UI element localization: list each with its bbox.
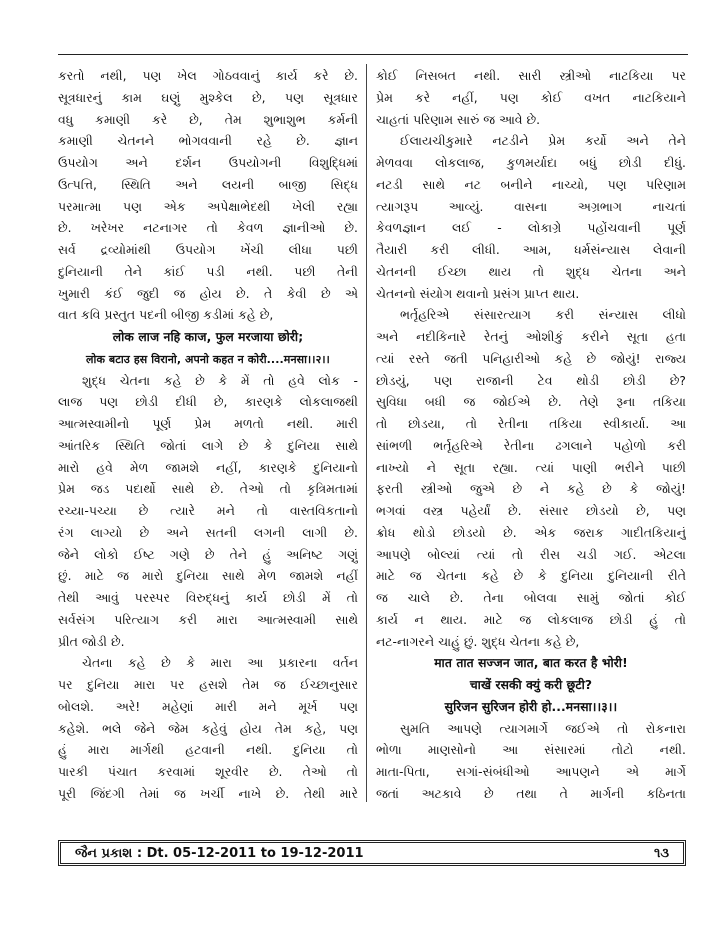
right-column-line: ફરતી સ્ત્રીઓ જુએ છે ને કહે છે કે જોયું! bbox=[376, 482, 686, 497]
publication-info: જૈન પ્રકાશ : Dt. 05-12-2011 to 19-12-2011 bbox=[75, 846, 364, 861]
left-column-line: છે. ખરેખર નટનાગર તો કેવળ જ્ઞાનીઓ છે. bbox=[58, 221, 358, 236]
right-column-line: માટે જ ચેતના કહે છે કે દુનિયા દુનિયાની રીતે bbox=[376, 569, 686, 584]
left-column-line: ચેતના કહે છે કે મારા આ પ્રકારના વર્તન bbox=[82, 656, 358, 671]
right-column-line: પ્રેમ કરે નહીં, પણ કોઈ વખત નાટકિયાને bbox=[376, 90, 686, 105]
right-column-line: चाखें रसकी क्युं करी छूटी? bbox=[469, 678, 593, 692]
top-rule bbox=[58, 54, 688, 55]
left-column-line: આત્મસ્વામીનો પૂર્ણ પ્રેમ મળતો નથી. મારી bbox=[58, 417, 358, 431]
left-column-line: વધુ કમાણી કરે છે, તેમ શુભાશુભ કર્મની bbox=[58, 112, 358, 127]
left-column-line: પૂરી જિંદગી તેમાં જ ખર્ચી નાખે છે. તેથી મારે bbox=[58, 786, 358, 801]
right-column-line: ચેતનની ઈચ્છા થાય તો શુદ્ધ ચેતના અને bbox=[376, 264, 686, 279]
left-column-line: પારકી પંચાત કરવામાં શૂરવીર છે. તેઓ તો bbox=[58, 765, 358, 779]
left-column-line: ઉત્પત્તિ, સ્થિતિ અને લયની બાજી સિદ્ધ bbox=[58, 177, 358, 192]
right-column-line: માતા-પિતા, સગાં-સંબંધીઓ આપણને એ માર્ગે bbox=[376, 765, 686, 779]
left-column-line: લાજ પણ છોડી દીધી છે, કારણકે લોકલાજથી bbox=[58, 395, 358, 410]
left-column-line: કહેશે. ભલે જેને જેમ કહેવું હોય તેમ કહે, પણ bbox=[58, 721, 358, 736]
left-column-line: છું. માટે જ મારો દુનિયા સાથે મેળ જામશે નહીં bbox=[58, 569, 358, 584]
left-column-line: રંગ લાગ્યો છે અને સતની લગની લાગી છે. bbox=[58, 525, 358, 540]
left-column-line: પરમાત્મા પણ એક અપેક્ષાભેદથી ખેલી રહ્યા bbox=[58, 199, 358, 214]
left-column-line: ખુમારી કંઈ જુદી જ હોય છે. તે કેવી છે એ bbox=[58, 286, 358, 301]
left-column-line: પર દુનિયા મારા પર હસશે તેમ જ ઈચ્છાનુસાર bbox=[58, 678, 358, 692]
left-column-line: लोक बटाउ हस विरानो, अपनो कहत न कोरी....मनसा।।२।। bbox=[86, 352, 330, 366]
left-column-line: ઉપયોગ અને દર્શન ઉપયોગની વિશુદ્ધિમાં bbox=[58, 156, 358, 170]
right-column-line: ભોળા માણસોનો આ સંસારમાં તોટો નથી. bbox=[376, 743, 686, 758]
right-column bbox=[376, 66, 686, 806]
right-column-line: જતાં અટકાવે છે તથા તે માર્ગની કઠિનતા bbox=[376, 786, 686, 801]
left-column-line: સર્વ દ્રવ્યોમાંથી ઉપયોગ ખેંચી લીધા પછી bbox=[58, 243, 358, 257]
left-column-line: કમાણી ચેતનને ભોગવવાની રહે છે. જ્ઞાન bbox=[58, 134, 358, 149]
right-column-line: સુમતિ આપણે ત્યાગમાર્ગે જઈએ તો રોકનારા bbox=[400, 721, 686, 736]
right-column-line: આપણે બોલ્યાં ત્યાં તો રીસ ચડી ગઈ. એટલા bbox=[376, 547, 686, 562]
left-column-line: રચ્યા-પચ્યા છે ત્યારે મને તો વાસ્તવિકતાનો bbox=[58, 504, 358, 518]
left-column-line: હું મારા માર્ગથી હટવાની નથી. દુનિયા તો bbox=[58, 743, 358, 758]
right-column-line: નટ-નાગરને ચાહું છું. શુદ્ધ ચેતના કહે છે, bbox=[376, 634, 580, 649]
right-column-line: ભગવાં વસ્ત્ર પહેર્યાં છે. સંસાર છોડયો છે, પણ bbox=[376, 504, 686, 518]
page-number: ૧૩ bbox=[653, 846, 669, 861]
right-column-line: કોઈ નિસબત નથી. સારી સ્ત્રીઓ નાટકિયા પર bbox=[376, 69, 686, 83]
right-column-line: સુવિધા બધી જ જોઈએ છે. તેણે રૂના તકિયા bbox=[376, 395, 686, 410]
left-column bbox=[58, 66, 358, 806]
left-column-line: બોલશે. અરે! મહેણાં મારી મને મૂર્ખ પણ bbox=[58, 699, 358, 714]
left-column-line: સર્વસંગ પરિત્યાગ કરી મારા આત્મસ્વામી સાથે bbox=[58, 612, 358, 627]
left-column-line: મારો હવે મેળ જામશે નહીં, કારણકે દુનિયાનો bbox=[58, 460, 358, 475]
right-column-line: ક્રોધ થોડો છોડયો છે. એક જરાક ગાદીતકિયાનું bbox=[376, 525, 686, 540]
column-divider bbox=[366, 64, 367, 802]
left-column-line: પ્રીત જોડી છે. bbox=[58, 634, 125, 649]
right-column-line: ત્યાગરૂપ આવ્યું. વાસના અગ્રભાગ નાચતાં bbox=[376, 199, 686, 214]
left-column-line: लोक लाज नहि काज, फुल मरजाया छोरी; bbox=[112, 330, 304, 344]
right-column-line: મેળવવા લોકલાજ, કુળમર્યાદા બધું છોડી દીધું. bbox=[376, 156, 686, 170]
right-column-line: નટડી સાથે નટ બનીને નાચ્યો, પણ પરિણામ bbox=[376, 177, 686, 192]
right-column-line: તૈયારી કરી લીધી. આમ, ધર્મસંન્યાસ લેવાની bbox=[376, 243, 686, 257]
right-column-line: ચાહતાં પરિણામ સારું જ આવે છે. bbox=[376, 112, 541, 127]
right-column-line: કેવળજ્ઞાન લઈ - લોકાગ્રે પહોંચવાની પૂર્ણ bbox=[376, 221, 686, 236]
left-column-line: વાત કવિ પ્રસ્તુત પદની બીજી કડીમાં કહે છે, bbox=[58, 308, 274, 323]
right-column-line: ચેતનનો સંયોગ થવાનો પ્રસંગ પ્રાપ્ત થાય. bbox=[376, 286, 580, 301]
right-column-line: मात तात सज्जन जात, बात करत है भोरी! bbox=[434, 656, 628, 671]
right-column-line: ભર્તૃહરિએ સંસારત્યાગ કરી સંન્યાસ લીધો bbox=[400, 308, 686, 323]
right-column-line: ત્યાં રસ્તે જતી પનિહારીઓ કહે છે જોયું! રાજ્ય bbox=[376, 351, 686, 366]
left-column-line: દુનિયાની તેને કાંઈ પડી નથી. પછી તેની bbox=[58, 264, 358, 279]
right-column-line: જ ચાલે છે. તેના બોલવા સામું જોતાં કોઈ bbox=[376, 591, 686, 605]
left-column-line: કરતો નથી, પણ ખેલ ગોઠવવાનું કાર્ય કરે છે. bbox=[58, 69, 358, 83]
right-column-line: નાખ્યો ને સૂતા રહ્યા. ત્યાં પાણી ભરીને પાછી bbox=[376, 460, 686, 475]
right-column-line: સાંભળી ભર્તૃહરિએ રેતીના ઢગલાને પહોળો કરી bbox=[376, 438, 686, 453]
left-column-line: સૂત્રધારનું કામ ઘણું મુશ્કેલ છે, પણ સૂત્રધાર bbox=[58, 90, 358, 105]
left-column-line: તેથી આવું પરસ્પર વિરુદ્ધનું કાર્ય છોડી મેં તો bbox=[58, 591, 358, 605]
left-column-line: આંતરિક સ્થિતિ જોતાં લાગે છે કે દુનિયા સાથે bbox=[58, 438, 358, 453]
right-column-line: ઈલાયચીકુમારે નટડીને પ્રેમ કર્યો અને તેને bbox=[400, 134, 686, 149]
right-column-line: તો છોડયા, તો રેતીના તકિયા સ્વીકાર્યા. આ bbox=[376, 417, 686, 431]
right-column-line: सुरिजन सुरिजन होरी हो...मनसा।।३।। bbox=[444, 699, 618, 714]
footer-bar bbox=[58, 840, 686, 866]
left-column-line: જેને લોકો ઈષ્ટ ગણે છે તેને હું અનિષ્ટ ગણું bbox=[58, 547, 358, 562]
right-column-line: કાર્ય ન થાય. માટે જ લોકલાજ છોડી હું તો bbox=[376, 612, 686, 627]
left-column-line: પ્રેમ જડ પદાર્થો સાથે છે. તેઓ તો કૃત્રિમતામાં bbox=[58, 482, 358, 497]
left-column-line: શુદ્ધ ચેતના કહે છે કે મેં તો હવે લોક - bbox=[82, 373, 358, 388]
right-column-line: છોડયું, પણ રાજાની ટેવ થોડી છોડી છે? bbox=[376, 373, 686, 388]
right-column-line: અને નદીકિનારે રેતનું ઓશીકું કરીને સૂતા હતા bbox=[376, 330, 686, 344]
